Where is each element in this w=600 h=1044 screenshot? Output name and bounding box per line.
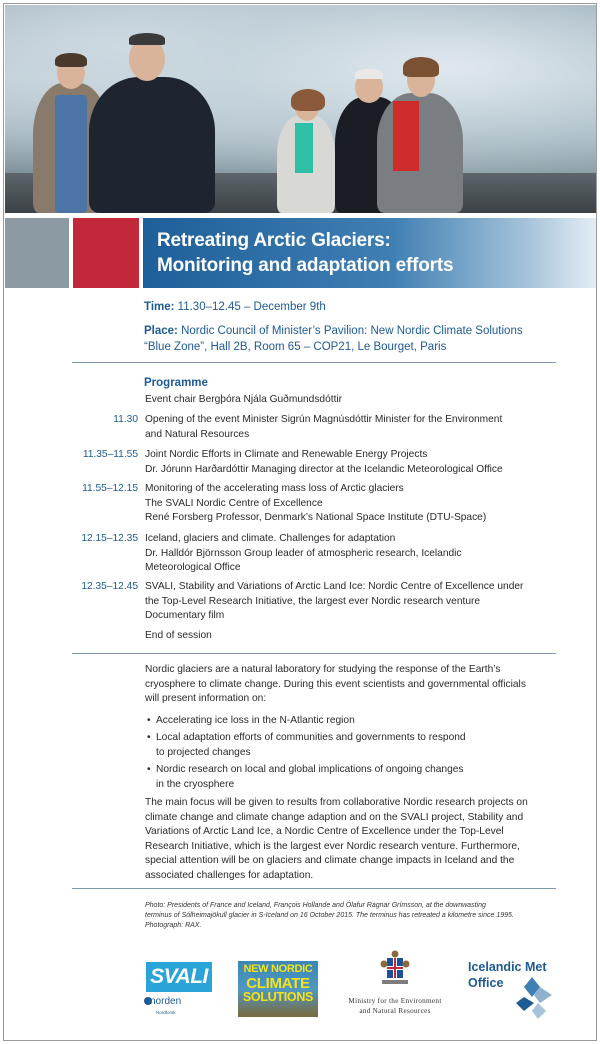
intro-line: will present information on: [145,693,267,704]
item-line: the Top-Level Research Initiative, the largest ever Nordic research venture [145,595,481,607]
focus-line: Research Initiative, which is the largest ever Nordic research venture. Furthermore, [145,840,520,852]
item-line: Documentary film [145,610,225,621]
item-line: Dr. Jórunn Harðardóttir Managing director at the Icelandic Meteorological Office [145,463,503,475]
red-block [73,218,139,288]
intro-line: Nordic glaciers are a natural laboratory for studying the response of the Earth’s [145,664,501,675]
focus-line: Variations of Arctic Land Ice, a Nordic Centre of Excellence under the Top-Level [145,826,504,837]
intro-line: cryosphere to climate change. During this event scientists and governmental officials [145,678,526,690]
nnc-line: NEW NORDIC [243,963,313,975]
norden-wordmark: norden [150,996,182,1007]
bullet-line: to projected changes [156,746,251,758]
place-line-2: “Blue Zone”, Hall 2B, Room 65 – COP21, Le Bourget, Paris [144,341,447,353]
met-line: Office [468,976,504,990]
flyer [3,3,597,1041]
event-place [144,323,523,339]
item-line: Dr. Halldór Björnsson Group leader of atmospheric research, Icelandic [145,547,462,559]
divider [72,653,556,654]
svali-wordmark: SVALI [146,962,212,992]
icelandic-met-office-logo [468,959,563,1019]
bullet-line: Local adaptation efforts of communities and governments to respond [156,732,466,743]
item-line: Meteorological Office [145,562,241,573]
title-line-1: Retreating Arctic Glaciers: [157,230,391,251]
item-time: 12.15–12.35 [81,533,138,544]
iceland-coat-of-arms-icon [380,950,410,992]
item-time: 11.55–12.15 [82,483,138,494]
title-band [5,214,596,290]
place-line-1: Nordic Council of Minister’s Pavilion: New Nordic Climate Solutions [181,325,523,337]
new-nordic-climate-solutions-logo [238,961,318,1017]
bullet-line: in the cryosphere [156,778,235,790]
focus-line: special attention will be on glaciers and climate change impacts in Iceland and the [145,855,515,866]
item-line: Joint Nordic Efforts in Climate and Renewable Energy Projects [145,449,428,460]
item-line: Monitoring of the accelerating mass loss of Arctic glaciers [145,483,404,494]
place-label: Place: [144,325,178,337]
ministry-line: and Natural Resources [359,1007,431,1015]
bullet-line: Nordic research on local and global implications of ongoing changes [156,764,464,775]
hero-photo [5,5,596,213]
item-line: Iceland, glaciers and climate. Challenges for adaptation [145,533,396,544]
item-line: René Forsberg Professor, Denmark’s National Space Institute (DTU-Space) [145,512,487,523]
item-line: Opening of the event Minister Sigrún Magnúsdóttir Minister for the Environment [145,414,503,425]
grey-block [5,218,69,288]
item-line: The SVALI Nordic Centre of Excellence [145,497,323,509]
nordforsk-wordmark: Nordforsk [156,1010,176,1015]
nnc-line: SOLUTIONS [242,989,314,1004]
item-line: SVALI, Stability and Variations of Arctic Land Ice: Nordic Centre of Excellence under [145,581,524,592]
bullet-line: Accelerating ice loss in the N-Atlantic region [156,715,355,726]
svali-logo [144,960,214,1020]
focus-paragraph [145,796,550,883]
ministry-logo [334,950,456,1020]
met-office-star-icon [512,977,558,1019]
bullet-dot-icon: • [147,732,151,743]
focus-line: The main focus will be given to results from collaborative Nordic research projects on [145,797,528,808]
item-time: 12.35–12.45 [81,581,138,592]
divider [72,362,556,363]
end-text: End of session [145,630,212,641]
ministry-line: Ministry for the Environment [348,997,442,1005]
caption-line: terminus of Sólheimajökull glacier in S-Iceland on 16 October 2015. The terminus has retreated a kilometre since 1995. [145,912,514,919]
caption-line: Photograph: RAX. [145,922,202,929]
met-line: Icelandic Met [468,960,547,974]
bullet-dot-icon: • [147,764,151,775]
item-time: 11.30 [113,414,138,425]
focus-line: associated challenges for adaptation. [145,869,314,881]
event-title [143,218,596,288]
ministry-name [334,996,456,1016]
focus-line: climate change and climate change adaption and on the SVALI project, Stability and [145,811,524,823]
event-time [144,299,326,315]
nnc-line: CLIMATE [246,974,310,992]
bullet-dot-icon: • [147,715,151,726]
time-label: Time: [144,301,175,313]
title-line-2: Monitoring and adaptation efforts [157,255,454,276]
photo-caption [145,901,555,931]
chair-text: Event chair Bergþóra Njála Guðmundsdóttir [145,394,343,405]
divider [72,888,556,889]
caption-line: Photo: Presidents of France and Iceland, François Hollande and Ólafur Ragnar Grímsson, at the downwasting [145,902,486,909]
intro-paragraph [145,663,550,707]
programme-heading: Programme [144,377,208,389]
time-value: 11.30–12.45 – December 9th [177,301,326,313]
item-line: and Natural Resources [145,428,250,440]
item-time: 11.35–11.55 [82,449,138,460]
